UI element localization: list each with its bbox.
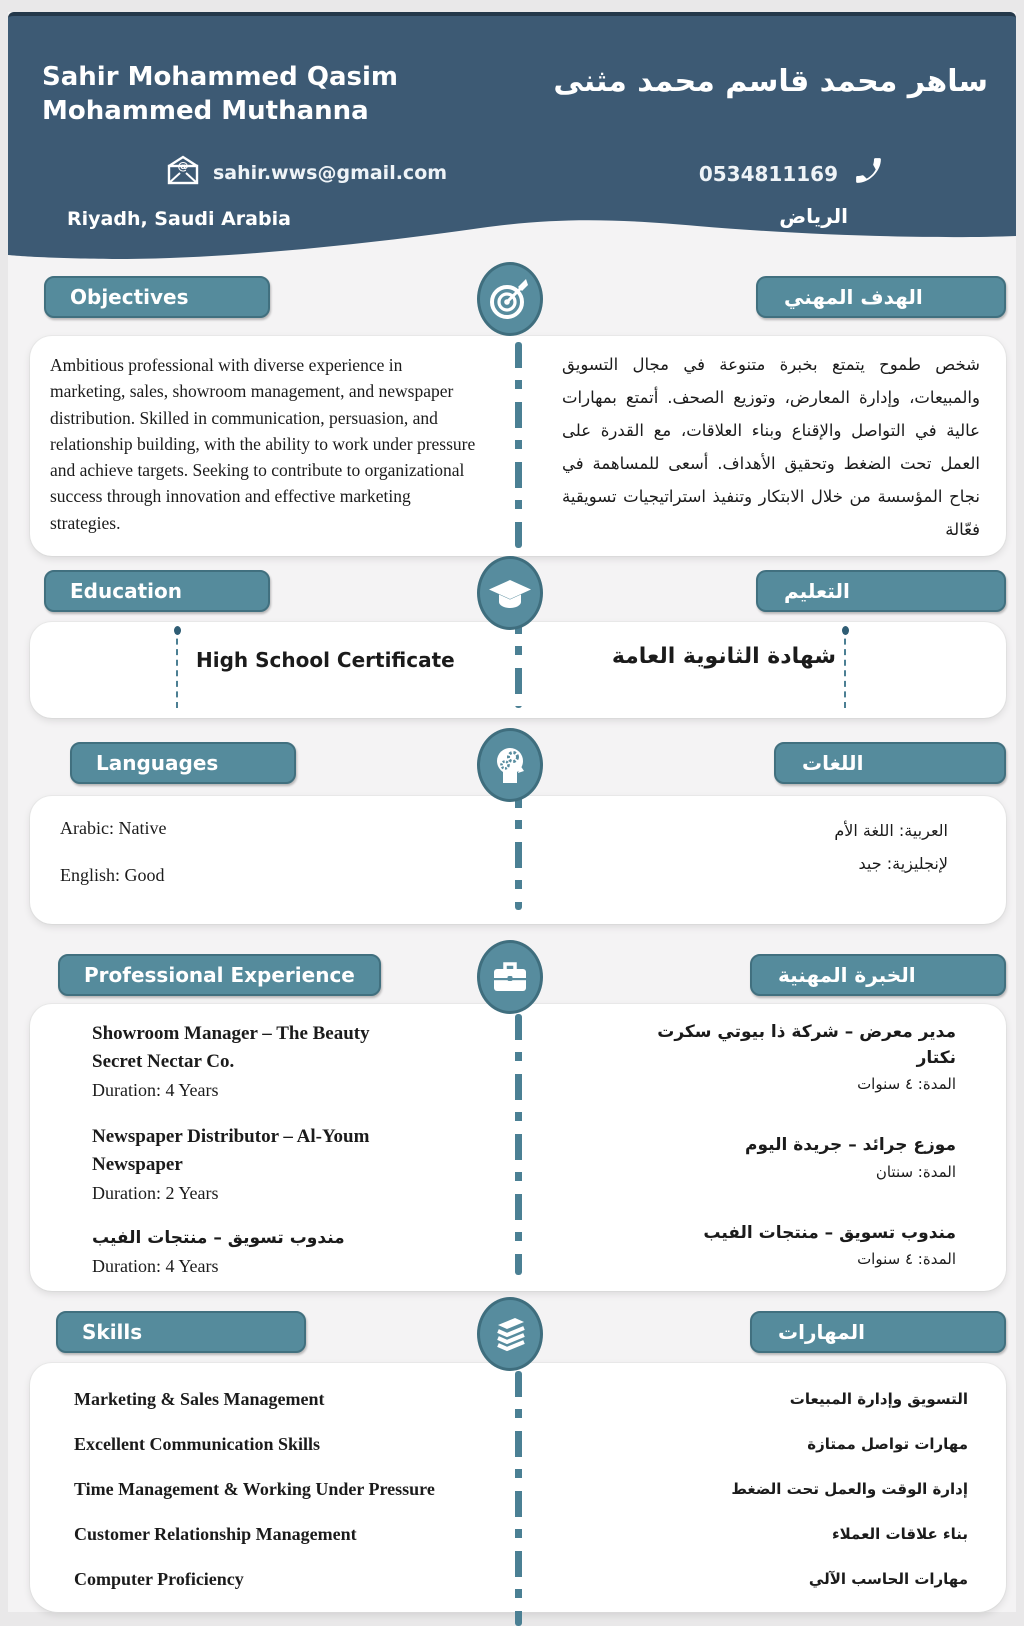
- education-item-english: High School Certificate: [196, 648, 455, 672]
- languages-title-ar: [774, 742, 1006, 784]
- section-languages: [8, 740, 1016, 924]
- experience-duration: المدة: ٤ سنوات: [857, 1250, 956, 1268]
- phone-icon: [854, 156, 884, 191]
- skill-item: Marketing & Sales Management: [74, 1388, 325, 1409]
- objectives-title-ar: [756, 276, 1006, 318]
- head-gears-icon: [477, 728, 543, 802]
- experience-item: [92, 1123, 378, 1204]
- objectives-title-ar-label: الهدف المهني: [784, 285, 923, 309]
- objectives-title-en: [44, 276, 270, 318]
- languages-title-en: [70, 742, 296, 784]
- education-title-ar: [756, 570, 1006, 612]
- objectives-body-arabic: شخص طموح يتمتع بخبرة متنوعة في مجال التسويق والمبيعات، وإدارة المعارض، وتوزيع الصحف. أتمتع بمهارات عالية في التواصل والإقناع وبناء العلاقات، مع القدرة على العمل تحت الضغط وتحقيق الأهداف. أسعى للمساهمة في نجاح المؤسسة من خلال الابتكار وتنفيذ استراتيجيات تسويقية فعّالة: [562, 355, 980, 539]
- target-icon: [477, 262, 543, 336]
- education-title-en-label: Education: [70, 579, 182, 603]
- experience-duration: Duration: 4 Years: [92, 1255, 219, 1276]
- skill-item: Excellent Communication Skills: [74, 1433, 321, 1454]
- skills-title-en: [56, 1311, 306, 1353]
- skills-card: [30, 1363, 1006, 1612]
- experience-item: [92, 1020, 378, 1101]
- email-text: sahir.wws@gmail.com: [213, 161, 448, 184]
- section-education: [8, 568, 1016, 718]
- education-card: [30, 622, 1006, 718]
- experience-role: مندوب تسويق – منتجات الفيب: [703, 1222, 956, 1243]
- skill-item: Customer Relationship Management: [74, 1523, 357, 1544]
- experience-item: [638, 1020, 956, 1093]
- skill-item: Time Management & Working Under Pressure: [74, 1478, 435, 1499]
- experience-list-english: [30, 1020, 518, 1277]
- envelope-icon: [165, 154, 201, 191]
- experience-duration: المدة: ٤ سنوات: [857, 1075, 956, 1093]
- briefcase-icon: [477, 940, 543, 1014]
- skills-title-en-label: Skills: [82, 1319, 143, 1344]
- languages-list-english: [30, 814, 518, 908]
- phone-number: 0534811169: [698, 161, 838, 186]
- experience-title-en: [58, 954, 381, 996]
- section-skills: [8, 1309, 1016, 1612]
- name-arabic: ساهر محمد قاسم محمد مثنى: [553, 64, 988, 99]
- phone-row: [699, 156, 884, 191]
- section-experience: [8, 952, 1016, 1291]
- experience-role: Showroom Manager – The Beauty Secret Nectar Co.: [92, 1023, 370, 1072]
- education-item-arabic: شهادة الثانوية العامة: [611, 644, 836, 669]
- experience-item: [638, 1221, 956, 1269]
- location-english: Riyadh, Saudi Arabia: [67, 208, 291, 230]
- language-item: لإنجليزية: جيد: [858, 854, 948, 874]
- graduation-cap-icon: [477, 556, 543, 630]
- experience-role: موزع جرائد – جريدة اليوم: [745, 1135, 956, 1155]
- skills-list-english: [30, 1377, 518, 1602]
- experience-title-ar: [750, 954, 1006, 996]
- language-item: English: Good: [60, 865, 165, 885]
- objectives-title-en-label: Objectives: [70, 285, 189, 309]
- header-banner: [8, 12, 1016, 230]
- languages-title-en-label: Languages: [96, 751, 219, 775]
- language-item: العربية: اللغة الأم: [834, 821, 948, 840]
- education-title-ar-label: التعليم: [784, 579, 850, 603]
- experience-card: [30, 1004, 1006, 1291]
- name-english-line2: Mohammed Muthanna: [42, 96, 369, 126]
- objectives-card: [30, 336, 1006, 556]
- experience-duration: Duration: 4 Years: [92, 1080, 219, 1101]
- skills-title-ar: [750, 1311, 1006, 1353]
- experience-duration: Duration: 2 Years: [92, 1183, 219, 1204]
- books-stack-icon: [477, 1297, 543, 1371]
- skill-item: إدارة الوقت والعمل تحت الضغط: [731, 1480, 968, 1499]
- languages-list-arabic: [518, 814, 1006, 908]
- cv-page: [8, 12, 1016, 1612]
- skill-item: التسويق وإدارة المبيعات: [789, 1390, 968, 1409]
- name-english: [42, 60, 398, 128]
- email-row: [165, 154, 447, 191]
- experience-title-ar-label: الخبرة المهنية: [778, 963, 916, 987]
- experience-role: مندوب تسويق – منتجات الفيب: [92, 1228, 345, 1249]
- experience-role: Newspaper Distributor – Al-Youm Newspaper: [92, 1126, 370, 1175]
- languages-card: [30, 796, 1006, 924]
- objectives-body-english: Ambitious professional with diverse experience in marketing, sales, showroom management, and newspaper distribution. Skilled in communication, persuasion, and relationship building, with the ability to work under pressure and achieve targets. Seeking to contribute to organizational success through innovation and effective marketing strategies.: [50, 355, 476, 533]
- skills-title-ar-label: المهارات: [778, 1319, 865, 1344]
- experience-item: [92, 1226, 378, 1277]
- section-objectives: [8, 274, 1016, 556]
- skill-item: Computer Proficiency: [74, 1568, 244, 1589]
- skills-list-arabic: [518, 1377, 1006, 1602]
- experience-list-arabic: [518, 1020, 1006, 1277]
- education-title-en: [44, 570, 270, 612]
- experience-role: مدير معرض – شركة ذا بيوتي سكرت نكتار: [657, 1022, 956, 1068]
- experience-item: [638, 1133, 956, 1181]
- skill-item: مهارات تواصل ممتازة: [807, 1435, 968, 1454]
- experience-title-en-label: Professional Experience: [84, 963, 355, 987]
- experience-duration: المدة: سنتان: [875, 1162, 956, 1181]
- languages-title-ar-label: اللغات: [802, 751, 864, 775]
- skill-item: مهارات الحاسب الآلي: [808, 1570, 968, 1589]
- skill-item: بناء علاقات العملاء: [831, 1525, 968, 1544]
- name-english-line1: Sahir Mohammed Qasim: [42, 62, 398, 92]
- language-item: Arabic: Native: [60, 818, 167, 838]
- location-arabic: الرياض: [779, 204, 848, 228]
- svg-text:@: @: [177, 159, 189, 173]
